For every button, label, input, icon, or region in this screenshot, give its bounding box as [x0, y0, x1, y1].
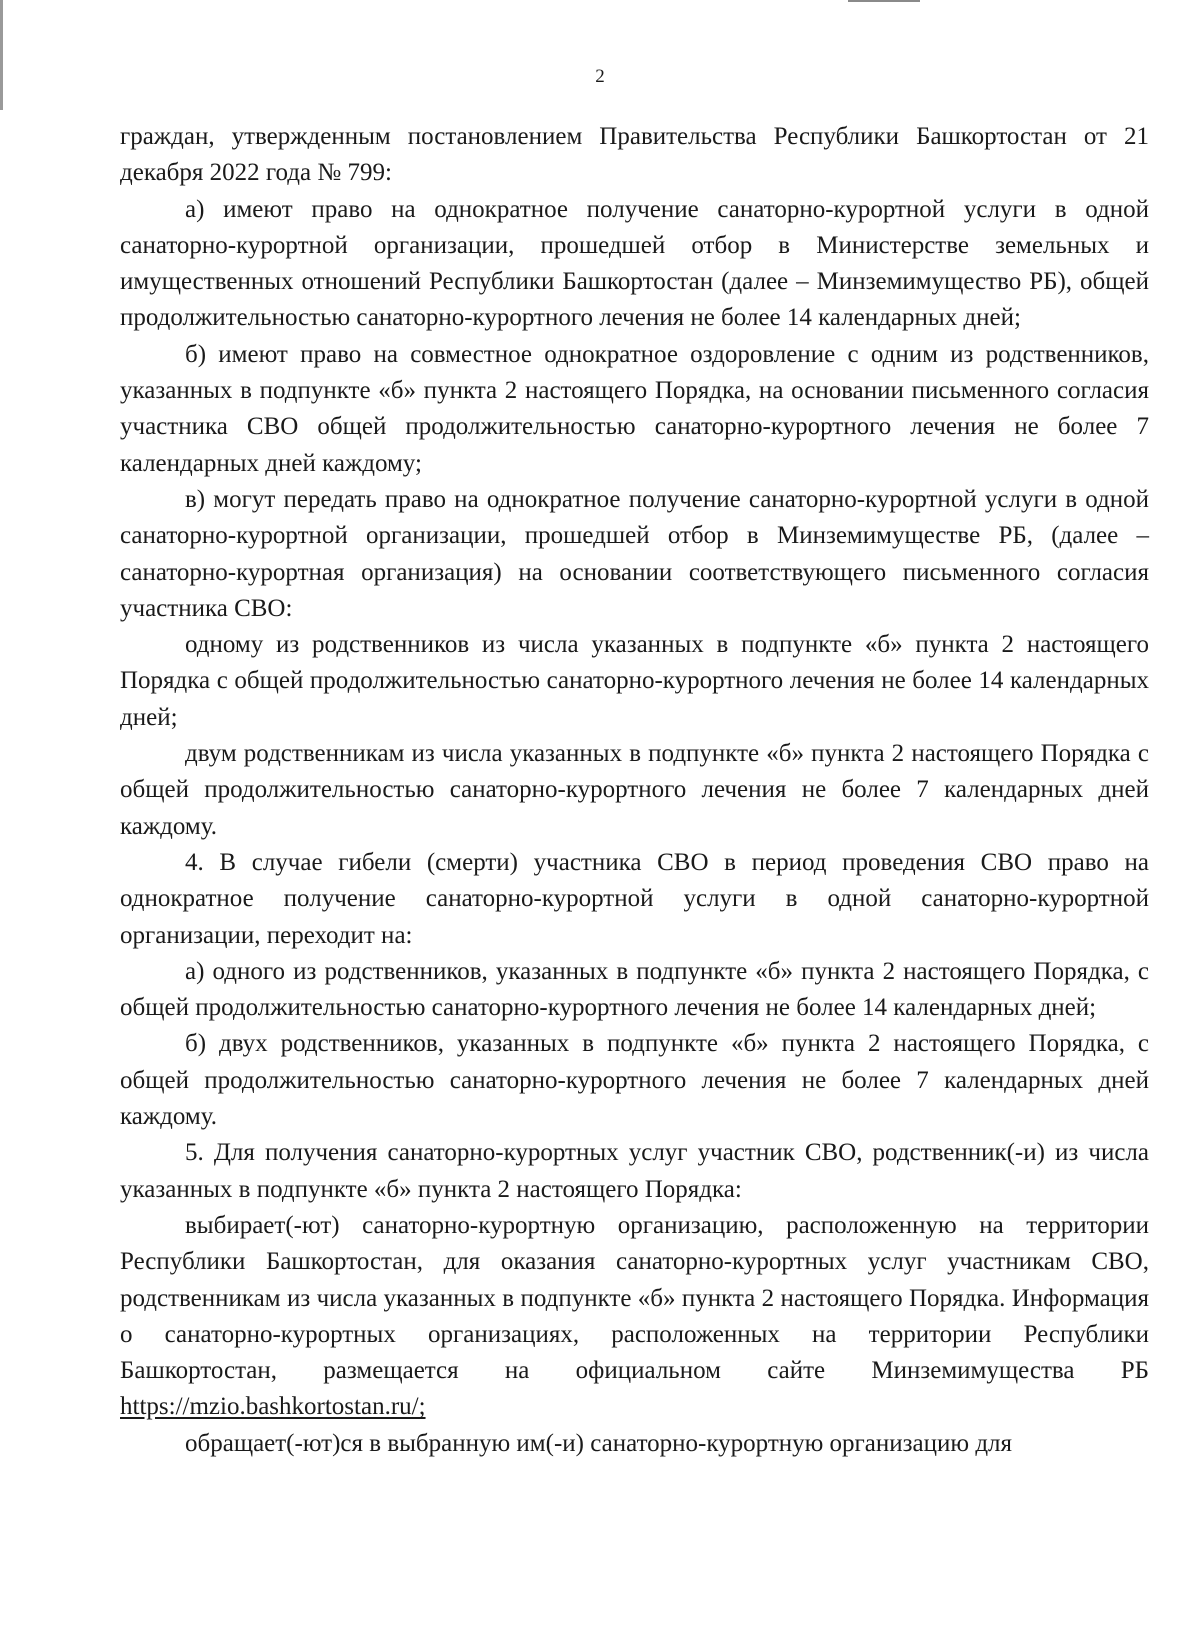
paragraph: обращает(-ют)ся в выбранную им(-и) санаторно-курортную организацию для [185, 1429, 1013, 1457]
paragraph: в) могут передать право на однократное получение санаторно-курортной услуги в одной санаторно-курортной организации, прошедшей отбор в Минземимуществе РБ, (далее – санаторно-курортная организация) на основании соответствующего письменного согласия участника СВО: [120, 485, 1149, 622]
paragraph-text: выбирает(-ют) санаторно-курортную организацию, расположенную на территории Республики Башкортостан, для оказания санаторно-курортных услуг участникам СВО, родственникам из числа указанных в подпункте «б» пункта 2 настоящего Порядка. Информация о санаторно-курортных организациях, расположенных на территории Республики Башкортостан, размещается на официальном сайте Минземимущества РБ [120, 1211, 1149, 1385]
document-body [120, 119, 1149, 1462]
paragraph: 4. В случае гибели (смерти) участника СВО в период проведения СВО право на однократное получение санаторно-курортной услуги в одной санаторно-курортной организации, переходит на: [120, 848, 1149, 949]
ministry-website-link[interactable]: https://mzio.bashkortostan.ru/; [120, 1393, 426, 1421]
paragraph: б) двух родственников, указанных в подпункте «б» пункта 2 настоящего Порядка, с общей продолжительностью санаторно-курортного лечения не более 7 календарных дней каждому. [120, 1030, 1149, 1131]
scan-edge-mark [0, 0, 3, 110]
paragraph: одному из родственников из числа указанных в подпункте «б» пункта 2 настоящего Порядка с общей продолжительностью санаторно-курортного лечения не более 14 календарных дней; [120, 631, 1149, 731]
paragraph: а) одного из родственников, указанных в подпункте «б» пункта 2 настоящего Порядка, с общей продолжительностью санаторно-курортного лечения не более 14 календарных дней; [120, 957, 1149, 1022]
page-number: 2 [595, 66, 605, 87]
paragraph: двум родственникам из числа указанных в подпункте «б» пункта 2 настоящего Порядка с общей продолжительностью санаторно-курортного лечения не более 7 календарных дней каждому. [120, 740, 1149, 840]
paragraph: 5. Для получения санаторно-курортных услуг участник СВО, родственник(-и) из числа указанных в подпункте «б» пункта 2 настоящего Порядка: [120, 1139, 1149, 1203]
scan-top-mark [848, 0, 920, 2]
paragraph-with-link [120, 1208, 1149, 1426]
paragraph: граждан, утвержденным постановлением Правительства Республики Башкортостан от 21 декабря 2022 года № 799: [120, 123, 1149, 187]
paragraph: а) имеют право на однократное получение санаторно-курортной услуги в одной санаторно-курортной организации, прошедшей отбор в Министерстве земельных и имущественных отношений Республики Башкортостан (далее – Минземимущество РБ), общей продолжительностью санаторно-курортного лечения не более 14 календарных дней; [120, 195, 1149, 332]
paragraph: б) имеют право на совместное однократное оздоровление с одним из родственников, указанных в подпункте «б» пункта 2 настоящего Порядка, на основании письменного согласия участника СВО общей продолжительностью санаторно-курортного лечения не более 7 календарных дней каждому; [120, 340, 1149, 477]
